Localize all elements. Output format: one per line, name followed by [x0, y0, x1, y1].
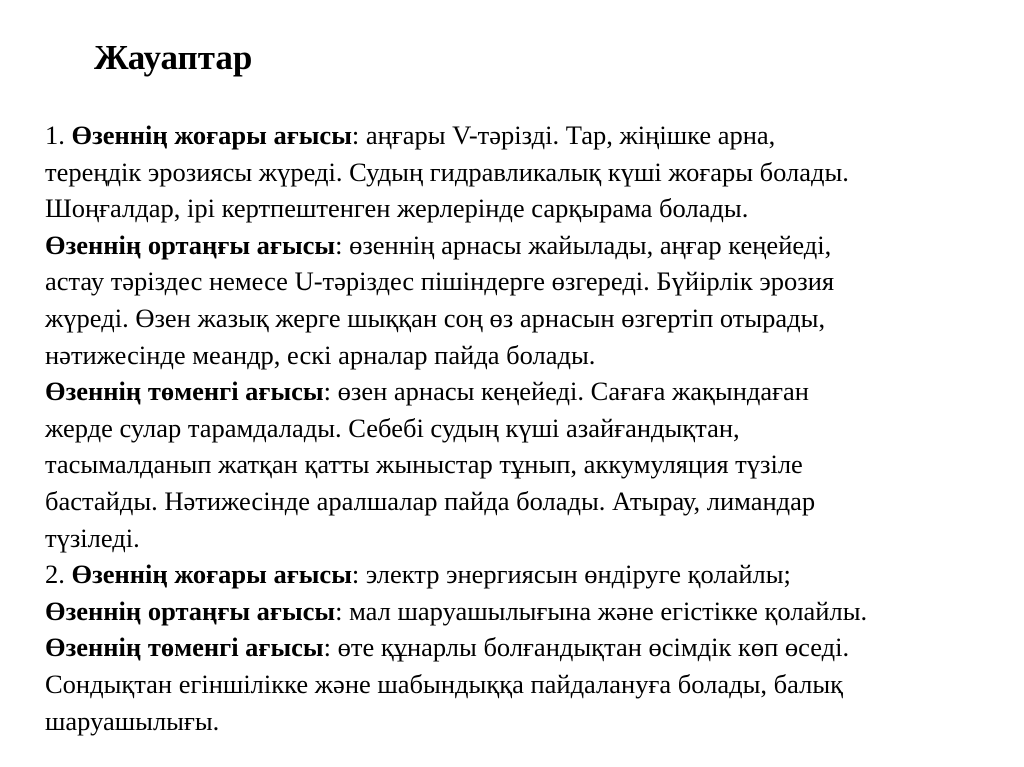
line-text: тасымалданып жатқан қатты жыныстар тұнып, аккумуляция түзіле [45, 449, 803, 480]
bold-term: Өзеннің ортаңғы ағысы [45, 595, 336, 626]
bold-term: Өзеннің төменгі ағысы [45, 376, 324, 407]
text-line [45, 556, 1005, 593]
text-line [45, 410, 1005, 447]
line-text: : аңғары V-тәрізді. Тар, жіңішке арна, [351, 120, 776, 150]
text-line [45, 154, 1005, 191]
line-text: нәтижесінде меандр, ескі арналар пайда болады. [45, 339, 596, 370]
text-line [45, 593, 1005, 630]
line-text: жерде сулар тарамдалады. Себебі судың күші азайғандықтан, [45, 412, 740, 443]
text-line [45, 446, 1005, 483]
text-line [45, 227, 1005, 264]
line-text: шаруашылығы. [45, 705, 220, 736]
text-line [45, 373, 1005, 410]
text-line [45, 483, 1005, 520]
text-line [45, 666, 1005, 703]
bold-term: Өзеннің жоғары ағысы [71, 559, 352, 590]
line-text: тереңдік эрозиясы жүреді. Судың гидравликалық күші жоғары болады. [45, 156, 849, 187]
bold-term: Өзеннің жоғары ағысы [71, 120, 352, 150]
list-number: 2. [45, 559, 72, 590]
text-line [45, 263, 1005, 300]
bold-term: Өзеннің төменгі ағысы [45, 632, 324, 663]
answer-text-block [45, 117, 1005, 739]
line-text: түзіледі. [45, 522, 140, 553]
line-text: : электр энергиясын өндіруге қолайлы; [351, 559, 791, 590]
line-text: : мал шаруашылығына және егістікке қолайлы. [335, 595, 868, 626]
list-number: 1. [45, 120, 72, 150]
text-line [45, 337, 1005, 374]
line-text: бастайды. Нәтижесінде аралшалар пайда болады. Атырау, лимандар [45, 485, 816, 516]
text-line [45, 520, 1005, 557]
line-text: жүреді. Өзен жазық жерге шыққан соң өз арнасын өзгертіп отырады, [45, 302, 826, 333]
text-line [45, 629, 1005, 666]
line-text: Шоңғалдар, ірі кертпештенген жерлерінде сарқырама болады. [45, 193, 749, 224]
text-line [45, 703, 1005, 740]
text-line [45, 117, 1005, 154]
line-text: Сондықтан егіншілікке және шабындыққа пайдалануға болады, балық [45, 668, 844, 699]
text-line [45, 300, 1005, 337]
line-text: астау тәріздес немесе U-тәріздес пішіндерге өзгереді. Бүйірлік эрозия [45, 266, 835, 297]
line-text: : өте құнарлы болғандықтан өсімдік көп өседі. [323, 632, 850, 663]
line-text: : өзен арнасы кеңейеді. Сағаға жақындаған [323, 376, 809, 407]
text-line [45, 190, 1005, 227]
slide-title: Жауаптар [94, 38, 253, 77]
line-text: : өзеннің арнасы жайылады, аңғар кеңейеді, [335, 229, 832, 260]
bold-term: Өзеннің ортаңғы ағысы [45, 229, 336, 260]
